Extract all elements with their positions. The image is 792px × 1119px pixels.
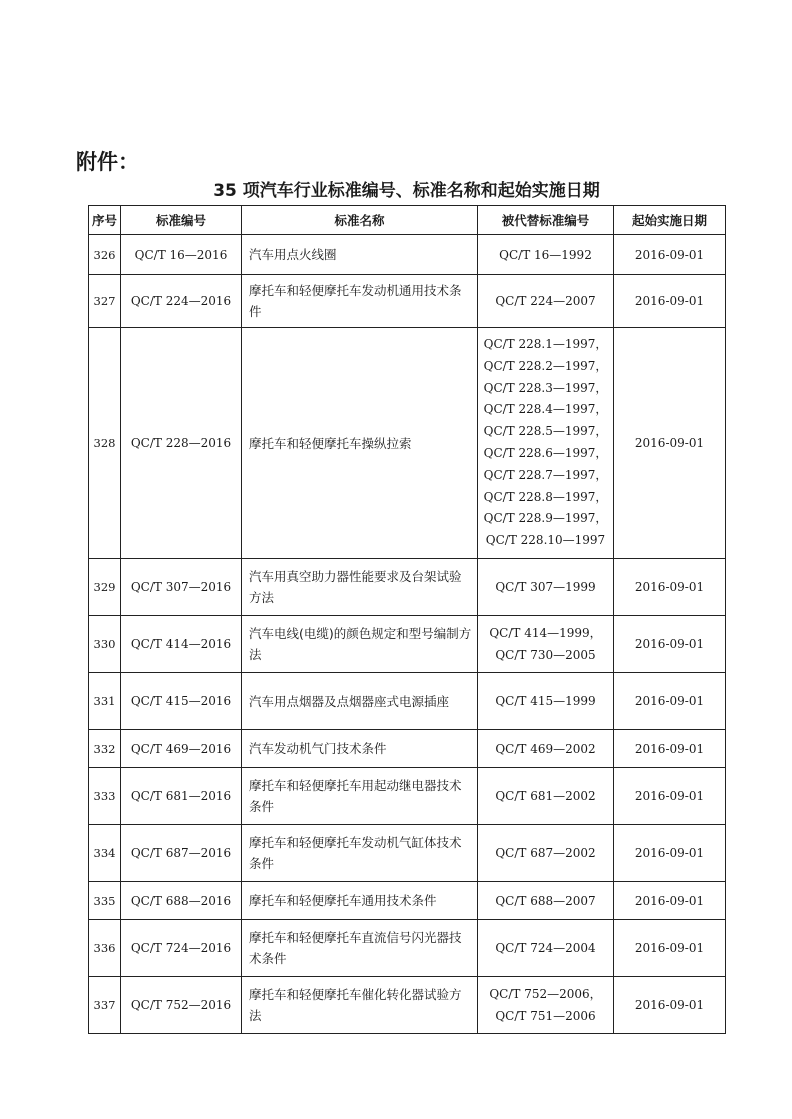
replaced-code-entry: QC/T 228.9—1997，: [483, 511, 608, 526]
row-serial: 333: [89, 768, 121, 825]
row-replaced-codes: [478, 559, 614, 616]
row-standard-name: 摩托车和轻便摩托车催化转化器试验方法: [242, 977, 478, 1034]
table-row: [89, 920, 726, 977]
row-standard-code: QC/T 414—2016: [121, 616, 242, 673]
row-start-date: 2016-09-01: [614, 275, 726, 328]
replaced-code-entry: QC/T 228.5—1997，: [483, 424, 608, 439]
row-standard-code: QC/T 724—2016: [121, 920, 242, 977]
table-row: [89, 559, 726, 616]
replaced-code-entry: QC/T 730—2005: [495, 648, 596, 662]
table-row: [89, 616, 726, 673]
row-replaced-codes: [478, 616, 614, 673]
row-start-date: 2016-09-01: [614, 825, 726, 882]
row-start-date: 2016-09-01: [614, 559, 726, 616]
table-row: [89, 730, 726, 768]
row-replaced-codes: [478, 328, 614, 559]
row-start-date: 2016-09-01: [614, 328, 726, 559]
row-standard-code: QC/T 307—2016: [121, 559, 242, 616]
table-header-row: [89, 206, 726, 235]
replaced-code-entry: QC/T 228.2—1997，: [483, 358, 608, 373]
row-start-date: 2016-09-01: [614, 235, 726, 275]
replaced-code-entry: QC/T 228.1—1997，: [483, 337, 608, 352]
row-standard-code: QC/T 415—2016: [121, 673, 242, 730]
row-replaced-codes: [478, 882, 614, 920]
row-serial: 332: [89, 730, 121, 768]
row-standard-code: QC/T 469—2016: [121, 730, 242, 768]
table-row: [89, 673, 726, 730]
row-replaced-codes: [478, 920, 614, 977]
row-standard-name: 汽车电线(电缆)的颜色规定和型号编制方法: [242, 616, 478, 673]
row-standard-code: QC/T 687—2016: [121, 825, 242, 882]
row-standard-name: 摩托车和轻便摩托车发动机气缸体技术条件: [242, 825, 478, 882]
row-start-date: 2016-09-01: [614, 673, 726, 730]
row-standard-code: QC/T 224—2016: [121, 275, 242, 328]
row-serial: 329: [89, 559, 121, 616]
row-serial: 328: [89, 328, 121, 559]
standards-table: [88, 205, 726, 1034]
header-replaced-code: 被代替标准编号: [478, 206, 614, 235]
replaced-code-entry: QC/T 681—2002: [495, 789, 596, 803]
row-serial: 335: [89, 882, 121, 920]
row-serial: 334: [89, 825, 121, 882]
row-standard-name: 摩托车和轻便摩托车直流信号闪光器技术条件: [242, 920, 478, 977]
replaced-code-entry: QC/T 228.7—1997，: [483, 467, 608, 482]
table-row: [89, 977, 726, 1034]
replaced-code-entry: QC/T 414—1999，: [489, 626, 602, 640]
row-replaced-codes: [478, 977, 614, 1034]
row-start-date: 2016-09-01: [614, 920, 726, 977]
replaced-code-entry: QC/T 687—2002: [495, 846, 596, 860]
row-serial: 327: [89, 275, 121, 328]
row-standard-name: 汽车发动机气门技术条件: [242, 730, 478, 768]
row-start-date: 2016-09-01: [614, 977, 726, 1034]
replaced-code-entry: QC/T 228.8—1997，: [483, 489, 608, 504]
row-standard-name: 汽车用真空助力器性能要求及台架试验方法: [242, 559, 478, 616]
replaced-code-entry: QC/T 469—2002: [495, 741, 596, 756]
row-serial: 331: [89, 673, 121, 730]
replaced-code-entry: QC/T 415—1999: [495, 694, 596, 708]
row-standard-name: 摩托车和轻便摩托车操纵拉索: [242, 328, 478, 559]
row-standard-code: QC/T 688—2016: [121, 882, 242, 920]
row-standard-code: QC/T 228—2016: [121, 328, 242, 559]
row-standard-name: 摩托车和轻便摩托车通用技术条件: [242, 882, 478, 920]
table-row: [89, 825, 726, 882]
row-serial: 330: [89, 616, 121, 673]
table-row: [89, 768, 726, 825]
document-title: 35 项汽车行业标准编号、标准名称和起始实施日期: [213, 181, 600, 201]
row-standard-code: QC/T 16—2016: [121, 235, 242, 275]
replaced-code-entry: QC/T 752—2006，: [489, 987, 602, 1001]
row-start-date: 2016-09-01: [614, 730, 726, 768]
replaced-code-entry: QC/T 228.6—1997，: [483, 446, 608, 460]
table-row: [89, 882, 726, 920]
row-standard-code: QC/T 752—2016: [121, 977, 242, 1034]
replaced-code-entry: QC/T 224—2007: [495, 294, 596, 308]
attachment-label: 附件：: [76, 150, 139, 174]
header-serial: 序号: [89, 206, 121, 235]
row-replaced-codes: [478, 825, 614, 882]
replaced-code-entry: QC/T 228.10—1997: [485, 533, 606, 548]
row-standard-name: 汽车用点烟器及点烟器座式电源插座: [242, 673, 478, 730]
replaced-code-entry: QC/T 228.4—1997，: [483, 402, 608, 417]
row-standard-name: 汽车用点火线圈: [242, 235, 478, 275]
row-serial: 337: [89, 977, 121, 1034]
row-start-date: 2016-09-01: [614, 616, 726, 673]
header-start-date: 起始实施日期: [614, 206, 726, 235]
replaced-code-entry: QC/T 228.3—1997，: [483, 380, 608, 395]
row-serial: 326: [89, 235, 121, 275]
row-replaced-codes: [478, 768, 614, 825]
replaced-code-entry: QC/T 751—2006: [495, 1009, 596, 1023]
row-start-date: 2016-09-01: [614, 768, 726, 825]
row-replaced-codes: [478, 673, 614, 730]
row-replaced-codes: [478, 730, 614, 768]
header-standard-name: 标准名称: [242, 206, 478, 235]
table-row: [89, 275, 726, 328]
row-serial: 336: [89, 920, 121, 977]
row-start-date: 2016-09-01: [614, 882, 726, 920]
row-standard-name: 摩托车和轻便摩托车用起动继电器技术条件: [242, 768, 478, 825]
replaced-code-entry: QC/T 724—2004: [495, 941, 596, 955]
row-replaced-codes: [478, 275, 614, 328]
row-standard-code: QC/T 681—2016: [121, 768, 242, 825]
row-standard-name: 摩托车和轻便摩托车发动机通用技术条件: [242, 275, 478, 328]
replaced-code-entry: QC/T 688—2007: [495, 893, 596, 908]
table-row: [89, 328, 726, 559]
row-replaced-codes: [478, 235, 614, 275]
header-standard-code: 标准编号: [121, 206, 242, 235]
table-row: [89, 235, 726, 275]
replaced-code-entry: QC/T 16—1992: [499, 247, 592, 262]
replaced-code-entry: QC/T 307—1999: [495, 580, 596, 594]
